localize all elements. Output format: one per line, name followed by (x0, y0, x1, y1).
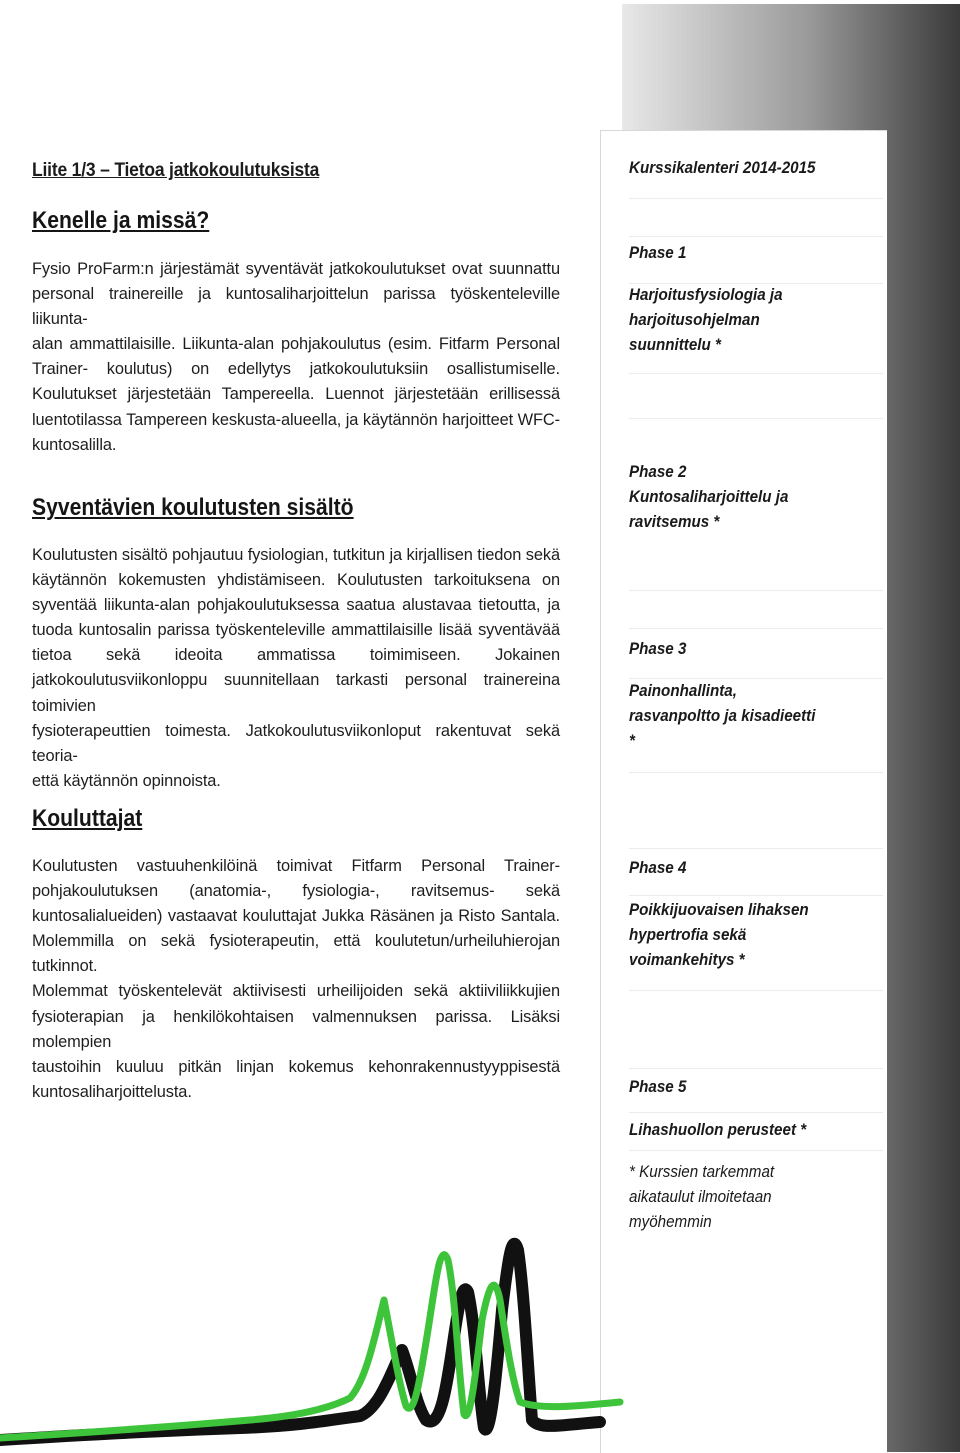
divider (629, 628, 883, 629)
phase-title-line: suunnittelu * (629, 336, 721, 354)
text-line: Molemmilla on sekä fysioterapeutin, että koulutetun/urheiluhierojan tutkinnot. (32, 932, 560, 976)
phase-3-label: Phase 3 (629, 640, 687, 658)
section-body-sisalto (32, 543, 560, 794)
text-line: syventää liikunta-alan pohjakoulutuksessa saatua alustavaa tietoutta, ja (32, 596, 560, 615)
text-line: kuntosalialueiden) vastaavat kouluttajat Jukka Räsänen ja Risto Santala. (32, 907, 560, 926)
divider (629, 373, 883, 374)
text-line: tuoda kuntosalin parissa työskenteleville ammattilaisille lisää syventävää (32, 621, 560, 640)
text-line: kuntosalilla. (32, 435, 117, 454)
section-body-kouluttajat (32, 854, 560, 1105)
divider (629, 895, 883, 896)
divider (629, 1150, 883, 1151)
phase-1-label: Phase 1 (629, 244, 687, 262)
phase-2-title-line: ravitsemus * (629, 513, 720, 531)
phase-2-label: Phase 2 (629, 463, 687, 481)
section-heading-kenelle: Kenelle ja missä? (32, 207, 210, 234)
phase-5-title-line: Lihashuollon perusteet * (629, 1121, 807, 1139)
text-line: alan ammattilaisille. Liikunta-alan pohjakoulutus (esim. Fitfarm Personal (32, 335, 560, 354)
divider (629, 198, 883, 199)
divider (629, 772, 883, 773)
phase-4-title-line: hypertrofia sekä (629, 926, 747, 944)
phase-2-title-line: Kuntosaliharjoittelu ja (629, 488, 789, 506)
text-line: Koulutusten vastuuhenkilöinä toimivat Fitfarm Personal Trainer- (32, 857, 560, 875)
phase-title-line: harjoitusohjelman (629, 311, 760, 329)
text-line: että käytännön opinnoista. (32, 771, 221, 790)
phase-4-title-line: Poikkijuovaisen lihaksen (629, 901, 809, 919)
text-line: Trainer- koulutus) on edellytys jatkokoulutuksiin osallistumiselle. (32, 360, 560, 379)
text-line: Molemmat työskentelevät aktiivisesti urheilijoiden sekä aktiiviliikkujien (32, 982, 560, 1001)
text-line: tietoa sekä ideoita ammatissa toimimiseen. Jokainen (32, 646, 560, 665)
text-line: luentotilassa Tampereen keskusta-alueella, ja käytännön harjoitteet WFC- (32, 410, 560, 429)
text-line: Fysio ProFarm:n järjestämät syventävät jatkokoulutukset ovat suunnattu (32, 260, 560, 278)
section-body-kenelle (32, 257, 560, 458)
divider (629, 1112, 883, 1113)
phase-5-label: Phase 5 (629, 1078, 687, 1096)
phase-title-line: Harjoitusfysiologia ja (629, 286, 783, 304)
section-heading-kouluttajat: Kouluttajat (32, 805, 143, 832)
divider (629, 1068, 883, 1069)
phase-4-label: Phase 4 (629, 859, 687, 877)
text-line: personal trainereille ja kuntosaliharjoittelun parissa työskenteleville liikunta- (32, 285, 560, 329)
text-line: Koulutusten sisältö pohjautuu fysiologian, tutkitun ja kirjallisen tiedon sekä (32, 546, 560, 564)
text-line: fysioterapeuttien toimesta. Jatkokoulutusviikonloput rakentuvat sekä teoria- (32, 721, 560, 765)
divider (629, 236, 883, 237)
text-line: taustoihin kuuluu pitkän linjan kokemus kehonrakennustyyppisestä (32, 1057, 560, 1076)
divider (629, 990, 883, 991)
divider (629, 848, 883, 849)
text-line: käytännön kokemusten yhdistämiseen. Koulutusten tarkoituksena on (32, 571, 560, 590)
calendar-note-line: myöhemmin (629, 1213, 712, 1231)
text-line: kuntosaliharjoittelusta. (32, 1082, 192, 1101)
divider (629, 590, 883, 591)
document-title: Liite 1/3 – Tietoa jatkokoulutuksista (32, 160, 320, 181)
phase-3-title-line: rasvanpoltto ja kisadieetti (629, 707, 816, 725)
text-line: pohjakoulutuksen (anatomia-, fysiologia-, ravitsemus- sekä (32, 882, 560, 901)
phase-4-title-line: voimankehitys * (629, 951, 745, 969)
ecg-pulse-graphic (0, 1230, 960, 1452)
phase-3-title-line: * (629, 732, 635, 750)
calendar-note-line: aikataulut ilmoitetaan (629, 1188, 772, 1206)
divider (629, 418, 883, 419)
calendar-note-line: * Kurssien tarkemmat (629, 1163, 775, 1181)
text-line: fysioterapian ja henkilökohtaisen valmennuksen parissa. Lisäksi molempien (32, 1007, 560, 1051)
text-line: Koulutukset järjestetään Tampereella. Luennot järjestetään erillisessä (32, 385, 560, 404)
section-heading-sisalto: Syventävien koulutusten sisältö (32, 494, 354, 521)
calendar-title: Kurssikalenteri 2014-2015 (629, 159, 816, 177)
text-line: jatkokoulutusviikonloppu suunnitellaan tarkasti personal trainereina toimivien (32, 671, 560, 715)
phase-3-title-line: Painonhallinta, (629, 682, 737, 700)
